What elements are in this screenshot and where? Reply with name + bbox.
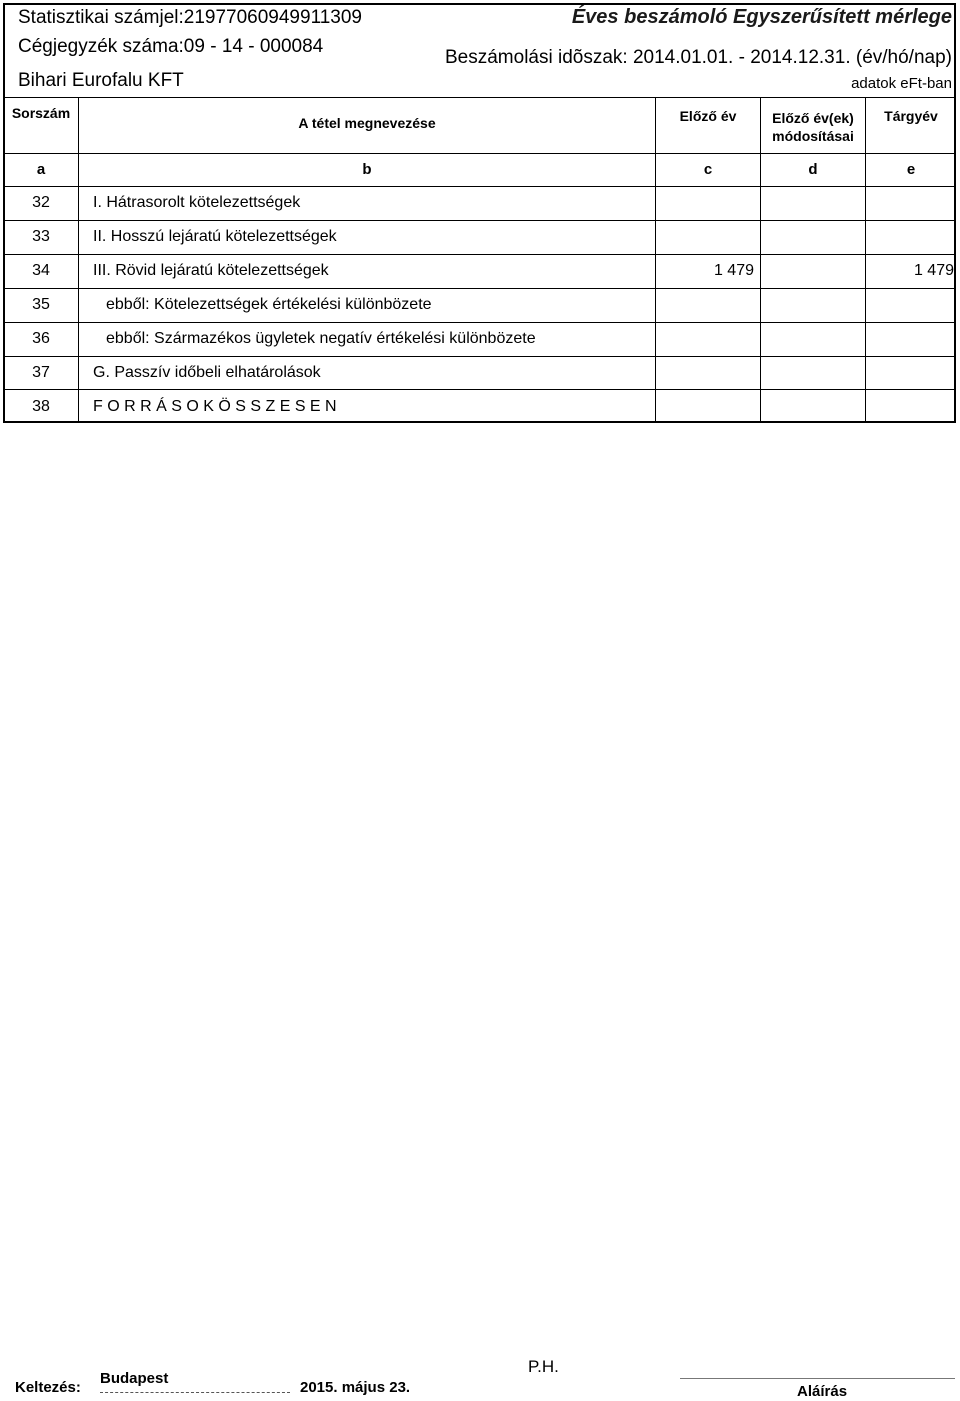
column-header-divider [3, 153, 956, 154]
column-rule [865, 97, 866, 421]
document-title: Éves beszámoló Egyszerűsített mérlege [571, 6, 952, 28]
city: Budapest [100, 1370, 169, 1387]
city-line [100, 1392, 290, 1393]
statistical-number: Statisztikai számjel:21977060949911309 [18, 7, 362, 28]
row-number: 32 [32, 194, 50, 211]
column-rule [655, 97, 656, 421]
row-number: 34 [32, 262, 50, 279]
col-letter-a: a [36, 161, 46, 178]
signature-line [680, 1378, 955, 1379]
col-header-current-year: Tárgyév [884, 108, 938, 124]
row-divider [3, 322, 956, 323]
col-header-prev-year: Előző év [679, 108, 737, 124]
signature-label: Aláírás [797, 1383, 848, 1400]
col-header-sorszam: Sorszám [11, 105, 71, 121]
row-number: 36 [32, 330, 50, 347]
col-letter-c: c [703, 161, 713, 178]
col-header-prev-mod-1: Előző év(ek) [772, 110, 854, 126]
col-letter-b: b [362, 161, 372, 178]
stamp-placeholder: P.H. [528, 1357, 559, 1376]
row-number: 33 [32, 228, 50, 245]
registry-number: Cégjegyzék száma:09 - 14 - 000084 [18, 36, 324, 57]
row-prev-year: 1 479 [713, 262, 754, 279]
col-header-prev-mod-2: módosításai [772, 128, 854, 144]
row-number: 37 [32, 364, 50, 381]
date-label: Keltezés: [15, 1379, 81, 1396]
row-number: 38 [32, 398, 50, 415]
units-note: adatok eFt-ban [851, 75, 952, 92]
row-label: F O R R Á S O K Ö S S Z E S E N [93, 398, 337, 415]
row-divider [3, 356, 956, 357]
row-divider [3, 389, 956, 390]
letter-row-divider [3, 186, 956, 187]
col-header-name: A tétel megnevezése [298, 115, 436, 131]
column-rule [760, 97, 761, 421]
reporting-period: Beszámolási idõszak: 2014.01.01. - 2014.12.31. (év/hó/nap) [445, 47, 952, 68]
header-divider [3, 97, 956, 98]
row-current-year: 1 479 [913, 262, 954, 279]
row-label: III. Rövid lejáratú kötelezettségek [93, 262, 329, 279]
row-label: II. Hosszú lejáratú kötelezettségek [93, 228, 337, 245]
col-letter-e: e [906, 161, 916, 178]
row-label: G. Passzív időbeli elhatárolások [93, 364, 321, 381]
row-divider [3, 288, 956, 289]
row-label: ebből: Származékos ügyletek negatív értékelési különbözete [106, 330, 536, 347]
company-name: Bihari Eurofalu KFT [18, 70, 184, 91]
row-number: 35 [32, 296, 50, 313]
row-label: I. Hátrasorolt kötelezettségek [93, 194, 301, 211]
date: 2015. május 23. [300, 1379, 411, 1396]
row-divider [3, 254, 956, 255]
col-letter-d: d [808, 161, 818, 178]
row-label: ebből: Kötelezettségek értékelési különbözete [106, 296, 432, 313]
row-divider [3, 220, 956, 221]
